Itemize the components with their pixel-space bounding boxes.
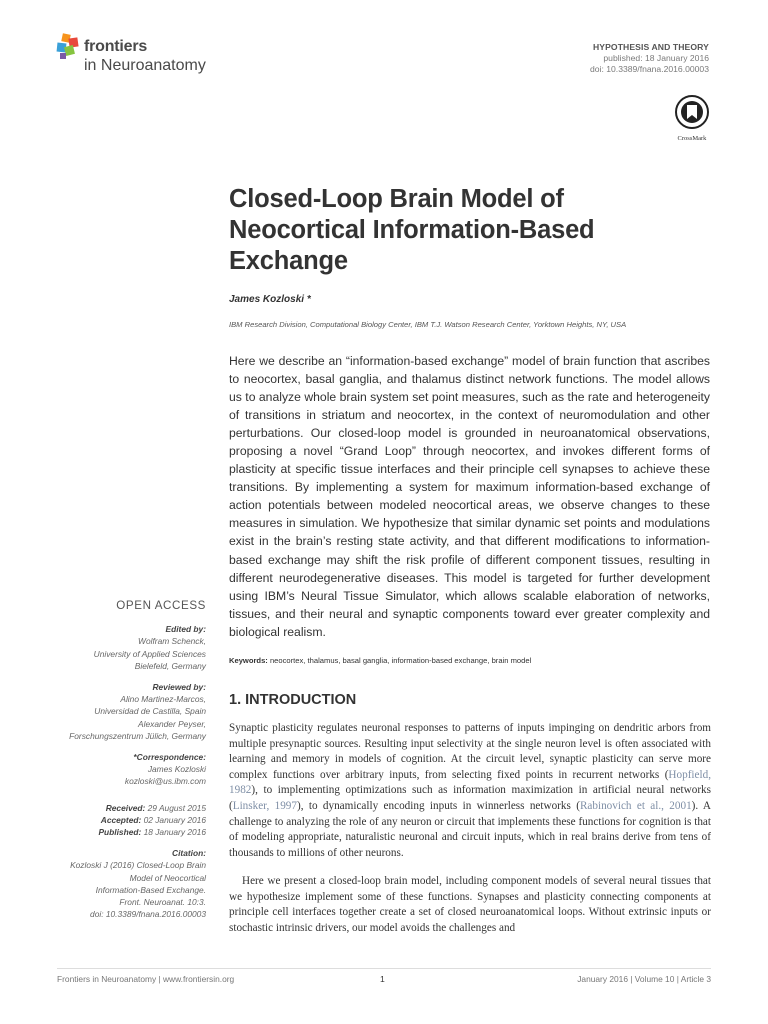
received-label: Received: — [105, 802, 146, 813]
article-title: Closed-Loop Brain Model of Neocortical Information-Based Exchange — [229, 185, 595, 275]
citation-link[interactable]: Rabinovich et al., 2001 — [579, 799, 692, 812]
published-date-side — [36, 826, 206, 838]
article-type: HYPOTHESIS AND THEORY — [592, 42, 709, 52]
accepted-label: Accepted: — [100, 814, 142, 825]
keywords — [229, 656, 531, 665]
editor-line: Bielefeld, Germany — [134, 660, 206, 671]
received-date — [36, 802, 206, 814]
crossmark-badge[interactable] — [672, 95, 712, 141]
crossmark-label: CrossMark — [677, 135, 707, 142]
published-date: published: 18 January 2016 — [603, 53, 709, 63]
citation-line: Information-Based Exchange. — [95, 884, 206, 895]
citation-line: doi: 10.3389/fnana.2016.00003 — [90, 909, 206, 920]
text-run: ), to implementing optimizations such as information maximization in artificial neural networks ( — [229, 784, 711, 812]
correspondence-label: *Correspondence: — [133, 752, 206, 763]
journal-name: in Neuroanatomy — [84, 57, 206, 74]
abstract: Here we describe an “information-based exchange” model of brain function that ascribes to neocortex, basal ganglia, and thalamus distinct network functions. The model allows us to analyze whole brain system set point measures, such as the rate and heterogeneity of transitions in striatum and neocortex, in the context of neuromodulation and other perturbations. Our closed-loop model is grounded in neuroanatomical observations, proposing a novel “Grand Loop” through neocortex, and invokes different forms of plasticity at specific tissue interfaces and their principle cell synapses to achieve these transitions. By implementing a system for maximum information-based exchange of action potentials between modeled neocortical areas, we observe changes to these measures in simulation. We hypothesize that similar dynamic set points and modulations exist in the brain’s resting state activity, and that different modifications to information-based exchange may shift the risk profile of different component tissues, resulting in different neurodegenerative diseases. This model is targeted for further development using IBM’s Neural Tissue Simulator, which allows scalable elaboration of networks, tissues, and their neural and synaptic components toward ever greater complexity and biological realism. — [229, 354, 710, 639]
correspondence-name: James Kozloski — [147, 764, 206, 775]
author-name[interactable]: James Kozloski * — [229, 294, 311, 305]
footer-journal-link[interactable]: Frontiers in Neuroanatomy | www.frontiersin.org — [57, 974, 235, 984]
published-label: Published: — [98, 827, 142, 838]
accepted-date — [36, 814, 206, 826]
text-run: ). A challenge to analyzing the role of any neuron or circuit that implements these functions for cognition is that of modeling appropriate, naturalistic neuronal and circuit inputs, which in real brains derive from tens of thousands to millions of other neurons. — [229, 799, 712, 859]
editor-line: Wolfram Schenck, — [138, 636, 206, 647]
edited-by-label: Edited by: — [165, 624, 206, 635]
section-heading: 1. INTRODUCTION — [229, 692, 357, 708]
reviewed-by-label: Reviewed by: — [152, 682, 206, 693]
citation-link[interactable]: Linsker, 1997 — [232, 799, 297, 812]
article-info-sidebar — [36, 600, 206, 920]
reviewer-line: Forschungszentrum Jülich, Germany — [69, 730, 206, 741]
brand-name: frontiers — [84, 38, 148, 55]
text-run: ), to dynamically encoding inputs in winnerless networks ( — [296, 799, 580, 812]
correspondence-email[interactable]: kozloski@us.ibm.com — [124, 776, 206, 787]
received-value: 29 August 2015 — [147, 802, 206, 813]
frontiers-logo-icon — [57, 34, 81, 62]
author-affiliation: IBM Research Division, Computational Biology Center, IBM T.J. Watson Research Center, Yorktown Heights, NY, USA — [229, 320, 627, 329]
crossmark-icon — [675, 95, 709, 129]
body-paragraph — [229, 721, 711, 861]
citation-label: Citation: — [172, 848, 206, 859]
article-meta-header — [590, 42, 709, 75]
open-access-label: OPEN ACCESS — [116, 599, 206, 612]
body-paragraph: Here we present a closed-loop brain model, including component models of several neural tissues that we hypothesize implement some of these functions. Synapses and plasticity connecting components at principle cell interfaces together create a set of closed neuroanatomical loops. Without extrinsic inputs or stochastic intrinsic drivers, our model avoids the challenges and — [229, 875, 711, 934]
editor-line: University of Applied Sciences — [93, 648, 206, 659]
citation-link[interactable]: Hopfield, 1982 — [229, 768, 711, 797]
citation-line: Front. Neuroanat. 10:3. — [119, 897, 206, 908]
reviewer-line: Universidad de Castilla, Spain — [94, 706, 206, 717]
citation-line: Model of Neocortical — [129, 872, 206, 883]
doi[interactable]: doi: 10.3389/fnana.2016.00003 — [590, 64, 709, 74]
published-value: 18 January 2016 — [143, 827, 206, 838]
accepted-value: 02 January 2016 — [143, 814, 206, 825]
text-run: Synaptic plasticity regulates neuronal responses to patterns of inputs impinging on dendritic arbors from multiple presynaptic sources. Resulting input selectivity at the single neuron level is often associated with learning and memory in models of cognition. At the circuit level, synaptic plasticity can serve more complex functions over arbitrary inputs, from selecting fixed points in recurrent networks ( — [229, 722, 711, 781]
footer-issue-info: January 2016 | Volume 10 | Article 3 — [577, 974, 711, 984]
page-number: 1 — [380, 974, 385, 984]
journal-logo[interactable] — [57, 34, 257, 82]
reviewer-line: Alexander Peyser, — [138, 718, 206, 729]
keywords-list: neocortex, thalamus, basal ganglia, information-based exchange, brain model — [269, 656, 532, 665]
footer-divider — [57, 968, 711, 969]
keywords-label: Keywords: — [229, 656, 268, 665]
reviewer-line: Alino Martinez-Marcos, — [120, 694, 206, 705]
citation-line: Kozloski J (2016) Closed-Loop Brain — [70, 860, 206, 871]
